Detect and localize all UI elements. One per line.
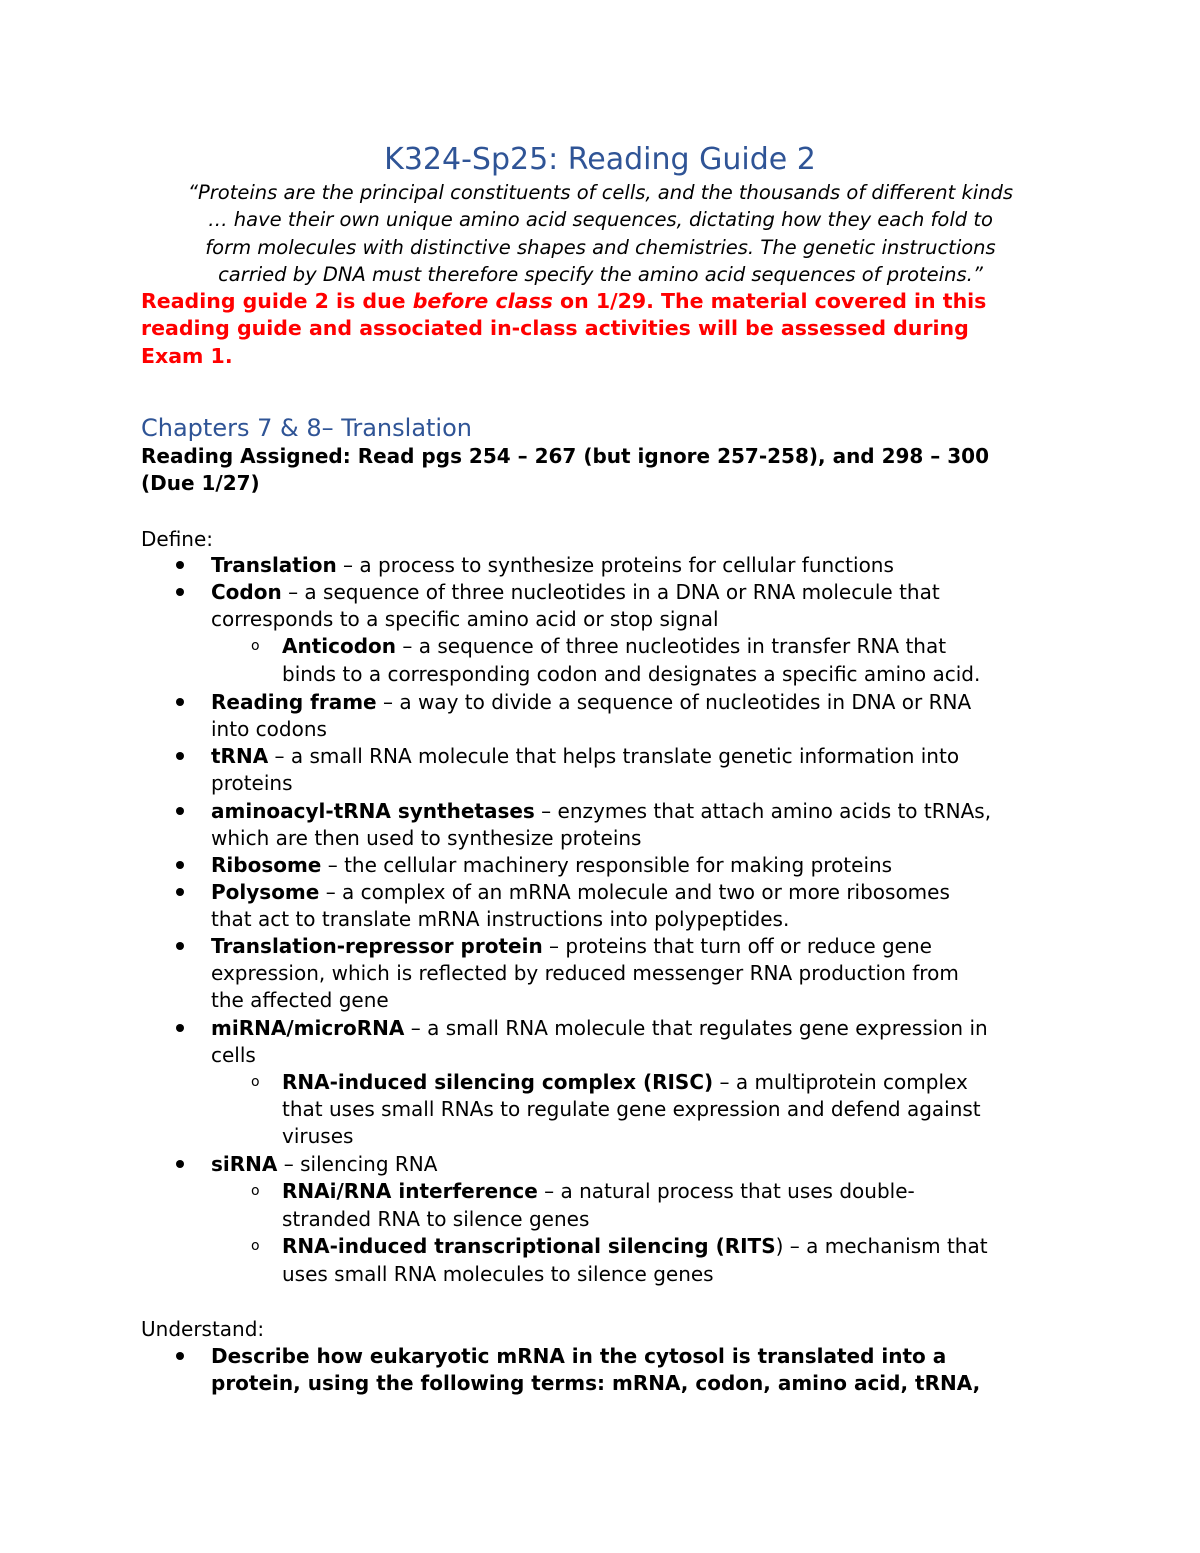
bullet-icon <box>176 942 184 950</box>
quote-line: carried by DNA must therefore specify the amino acid sequences of proteins.” <box>218 262 983 286</box>
definition-continuation: corresponds to a specific amino acid or stop signal <box>211 607 719 631</box>
assigned-line: Reading Assigned: Read pgs 254 – 267 (but ignore 257-258), and 298 – 300 <box>141 444 990 468</box>
section-heading: Chapters 7 & 8– Translation <box>141 414 472 442</box>
circle-bullet-icon: o <box>251 1074 260 1090</box>
circle-bullet-icon: o <box>251 1183 260 1199</box>
definition-risc: RNA-induced silencing complex (RISC) – a multiprotein complex <box>282 1070 968 1094</box>
definition-continuation: stranded RNA to silence genes <box>282 1207 590 1231</box>
definition-continuation: proteins <box>211 771 293 795</box>
understand-item-line: protein, using the following terms: mRNA, codon, amino acid, tRNA, <box>211 1371 981 1395</box>
bullet-icon <box>176 752 184 760</box>
bullet-icon <box>176 861 184 869</box>
definition-continuation: viruses <box>282 1124 354 1148</box>
definition-continuation: into codons <box>211 717 327 741</box>
bullet-icon <box>176 1024 184 1032</box>
definition-sirna: siRNA – silencing RNA <box>211 1152 438 1176</box>
bullet-icon <box>176 1352 184 1360</box>
definition-translation-repressor: Translation-repressor protein – proteins that turn off or reduce gene <box>211 934 932 958</box>
intro-quote <box>138 179 1063 288</box>
bullet-icon <box>176 888 184 896</box>
notice-line: reading guide and associated in-class activities will be assessed during <box>141 316 969 341</box>
definition-rnai: RNAi/RNA interference – a natural process that uses double- <box>282 1179 915 1203</box>
definition-polysome: Polysome – a complex of an mRNA molecule and two or more ribosomes <box>211 880 950 904</box>
definition-continuation: which are then used to synthesize proteins <box>211 826 642 850</box>
define-label: Define: <box>141 527 214 551</box>
notice-line: Exam 1. <box>141 343 233 368</box>
understand-item-line: Describe how eukaryotic mRNA in the cytosol is translated into a <box>211 1344 947 1368</box>
definition-anticodon: Anticodon – a sequence of three nucleotides in transfer RNA that <box>282 634 947 658</box>
definition-trna: tRNA – a small RNA molecule that helps translate genetic information into <box>211 744 960 768</box>
circle-bullet-icon: o <box>251 1238 260 1254</box>
document-title: K324-Sp25: Reading Guide 2 <box>384 142 816 177</box>
definition-codon: Codon – a sequence of three nucleotides in a DNA or RNA molecule that <box>211 580 940 604</box>
notice-line: Reading guide 2 is due before class on 1/29. The material covered in this <box>141 289 987 313</box>
definition-ribosome: Ribosome – the cellular machinery responsible for making proteins <box>211 853 893 877</box>
bullet-icon <box>176 561 184 569</box>
definition-continuation: expression, which is reflected by reduced messenger RNA production from <box>211 961 959 985</box>
assigned-line: (Due 1/27) <box>141 471 260 496</box>
definition-translation: Translation – a process to synthesize proteins for cellular functions <box>211 553 894 577</box>
definition-continuation: uses small RNA molecules to silence genes <box>282 1262 714 1286</box>
definition-continuation: binds to a corresponding codon and designates a specific amino acid. <box>282 662 981 686</box>
bullet-icon <box>176 807 184 815</box>
quote-line: “Proteins are the principal constituents of cells, and the thousands of different kinds <box>187 181 1014 204</box>
bullet-icon <box>176 588 184 596</box>
definition-continuation: cells <box>211 1043 256 1067</box>
due-date-notice <box>141 288 1071 370</box>
definition-continuation: the affected gene <box>211 988 389 1012</box>
reading-assigned <box>141 443 989 498</box>
definition-reading-frame: Reading frame – a way to divide a sequence of nucleotides in DNA or RNA <box>211 690 972 714</box>
understand-label: Understand: <box>141 1317 265 1341</box>
definition-continuation: that act to translate mRNA instructions into polypeptides. <box>211 907 790 931</box>
quote-line: form molecules with distinctive shapes and chemistries. The genetic instructions <box>205 235 996 259</box>
definition-aminoacyl-trna-synthetases: aminoacyl-tRNA synthetases – enzymes that attach amino acids to tRNAs, <box>211 799 992 823</box>
definition-continuation: that uses small RNAs to regulate gene expression and defend against <box>282 1097 981 1121</box>
circle-bullet-icon: o <box>251 638 260 654</box>
definition-rits: RNA-induced transcriptional silencing (RITS) – a mechanism that <box>282 1234 988 1258</box>
bullet-icon <box>176 698 184 706</box>
quote-line: … have their own unique amino acid sequences, dictating how they each fold to <box>208 208 993 232</box>
definition-mirna: miRNA/microRNA – a small RNA molecule that regulates gene expression in <box>211 1016 988 1040</box>
bullet-icon <box>176 1160 184 1168</box>
